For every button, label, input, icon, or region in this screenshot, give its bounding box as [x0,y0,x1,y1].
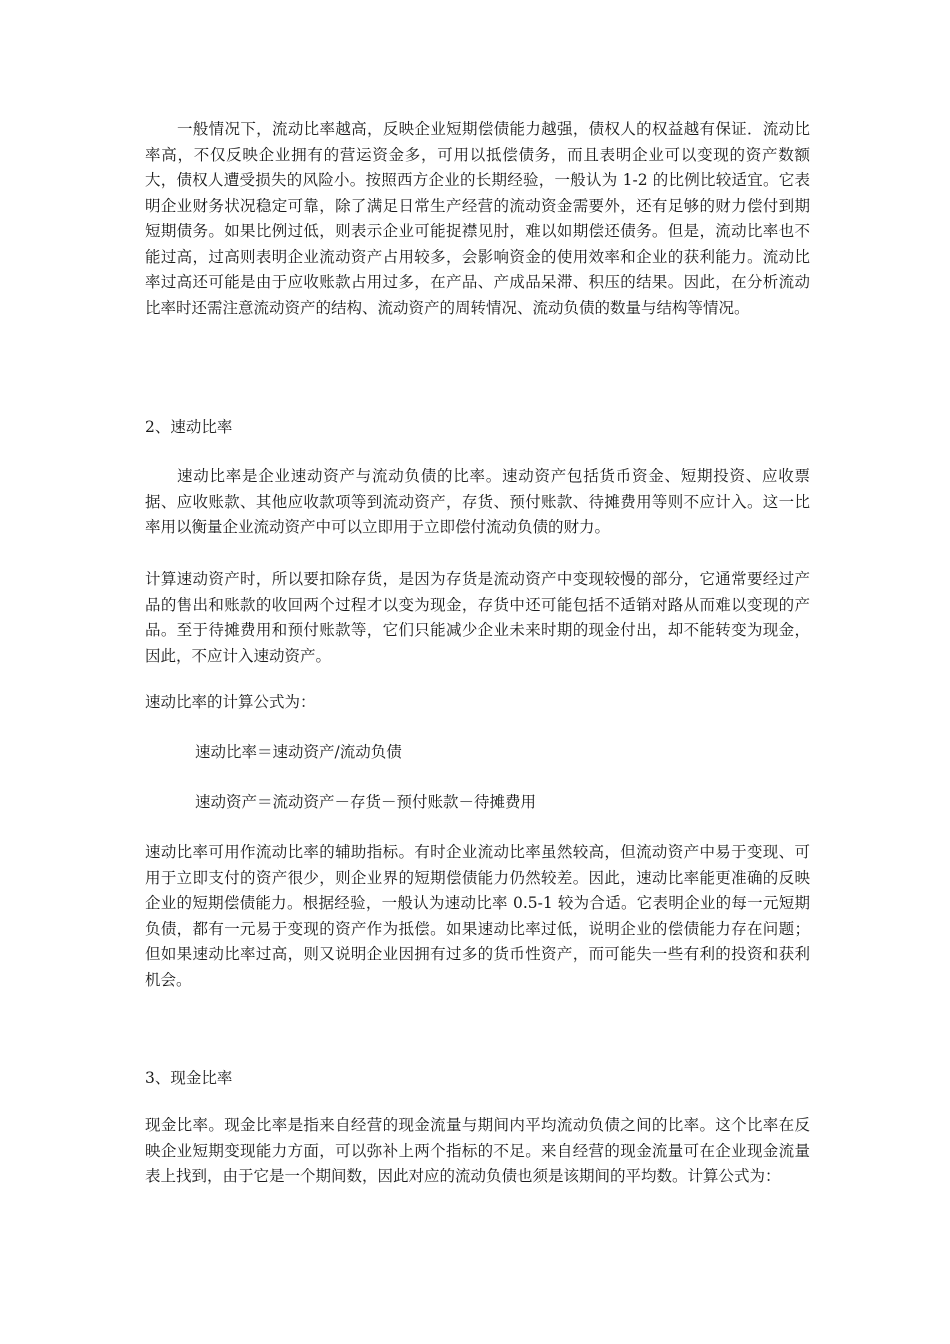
section-heading-cash-ratio: 3、现金比率 [145,1069,233,1087]
paragraph-quick-ratio-definition: 速动比率是企业速动资产与流动负债的比率。速动资产包括货币资金、短期投资、应收票据、应收账款、其他应收款项等到流动资产，存货、预付账款、待摊费用等则不应计入。这一比率用以衡量企业流动资产中可以立即用于立即偿付流动负债的财力。 [145,467,810,536]
paragraph-current-ratio-analysis: 一般情况下，流动比率越高，反映企业短期偿债能力越强，债权人的权益越有保证．流动比率高，不仅反映企业拥有的营运资金多，可用以抵偿债务，而且表明企业可以变现的资产数额大，债权人遭受损失的风险小。按照西方企业的长期经验，一般认为 1-2 的比例比较适宜。它表明企业财务状况稳定可靠，除了满足日常生产经营的流动资金需要外，还有足够的财力偿付到期短期债务。如果比例过低，则表示企业可能捉襟见肘，难以如期偿还债务。但是，流动比率也不能过高，过高则表明企业流动资产占用较多，会影响资金的使用效率和企业的获利能力。流动比率过高还可能是由于应收账款占用过多，在产品、产成品呆滞、积压的结果。因此，在分析流动比率时还需注意流动资产的结构、流动资产的周转情况、流动负债的数量与结构等情况。 [145,120,810,317]
paragraph-formula-intro: 速动比率的计算公式为： [145,693,316,711]
paragraph-quick-ratio-interpretation: 速动比率可用作流动比率的辅助指标。有时企业流动比率虽然较高，但流动资产中易于变现、可用于立即支付的资产很少，则企业界的短期偿债能力仍然较差。因此，速动比率能更准确的反映企业的短期偿债能力。根据经验，一般认为速动比率 0.5-1 较为合适。它表明企业的每一元短期负债，都有一元易于变现的资产作为抵偿。如果速动比率过低，说明企业的偿债能力存在问题；但如果速动比率过高，则又说明企业因拥有过多的货币性资产，而可能失一些有利的投资和获利机会。 [145,843,810,989]
formula-quick-assets: 速动资产＝流动资产－存货－预付账款－待摊费用 [195,793,537,811]
paragraph-cash-ratio-definition: 现金比率。现金比率是指来自经营的现金流量与期间内平均流动负债之间的比率。这个比率在反映企业短期变现能力方面，可以弥补上两个指标的不足。来自经营的现金流量可在企业现金流量表上找到，由于它是一个期间数，因此对应的流动负债也须是该期间的平均数。计算公式为： [145,1116,810,1185]
formula-quick-ratio: 速动比率＝速动资产/流动负债 [195,743,402,761]
paragraph-quick-assets-explanation: 计算速动资产时，所以要扣除存货，是因为存货是流动资产中变现较慢的部分，它通常要经过产品的售出和账款的收回两个过程才以变为现金，存货中还可能包括不适销对路从而难以变现的产品。至于待摊费用和预付账款等，它们只能减少企业未来时期的现金付出，却不能转变为现金，因此，不应计入速动资产。 [145,570,810,665]
section-heading-quick-ratio: 2、速动比率 [145,418,233,436]
